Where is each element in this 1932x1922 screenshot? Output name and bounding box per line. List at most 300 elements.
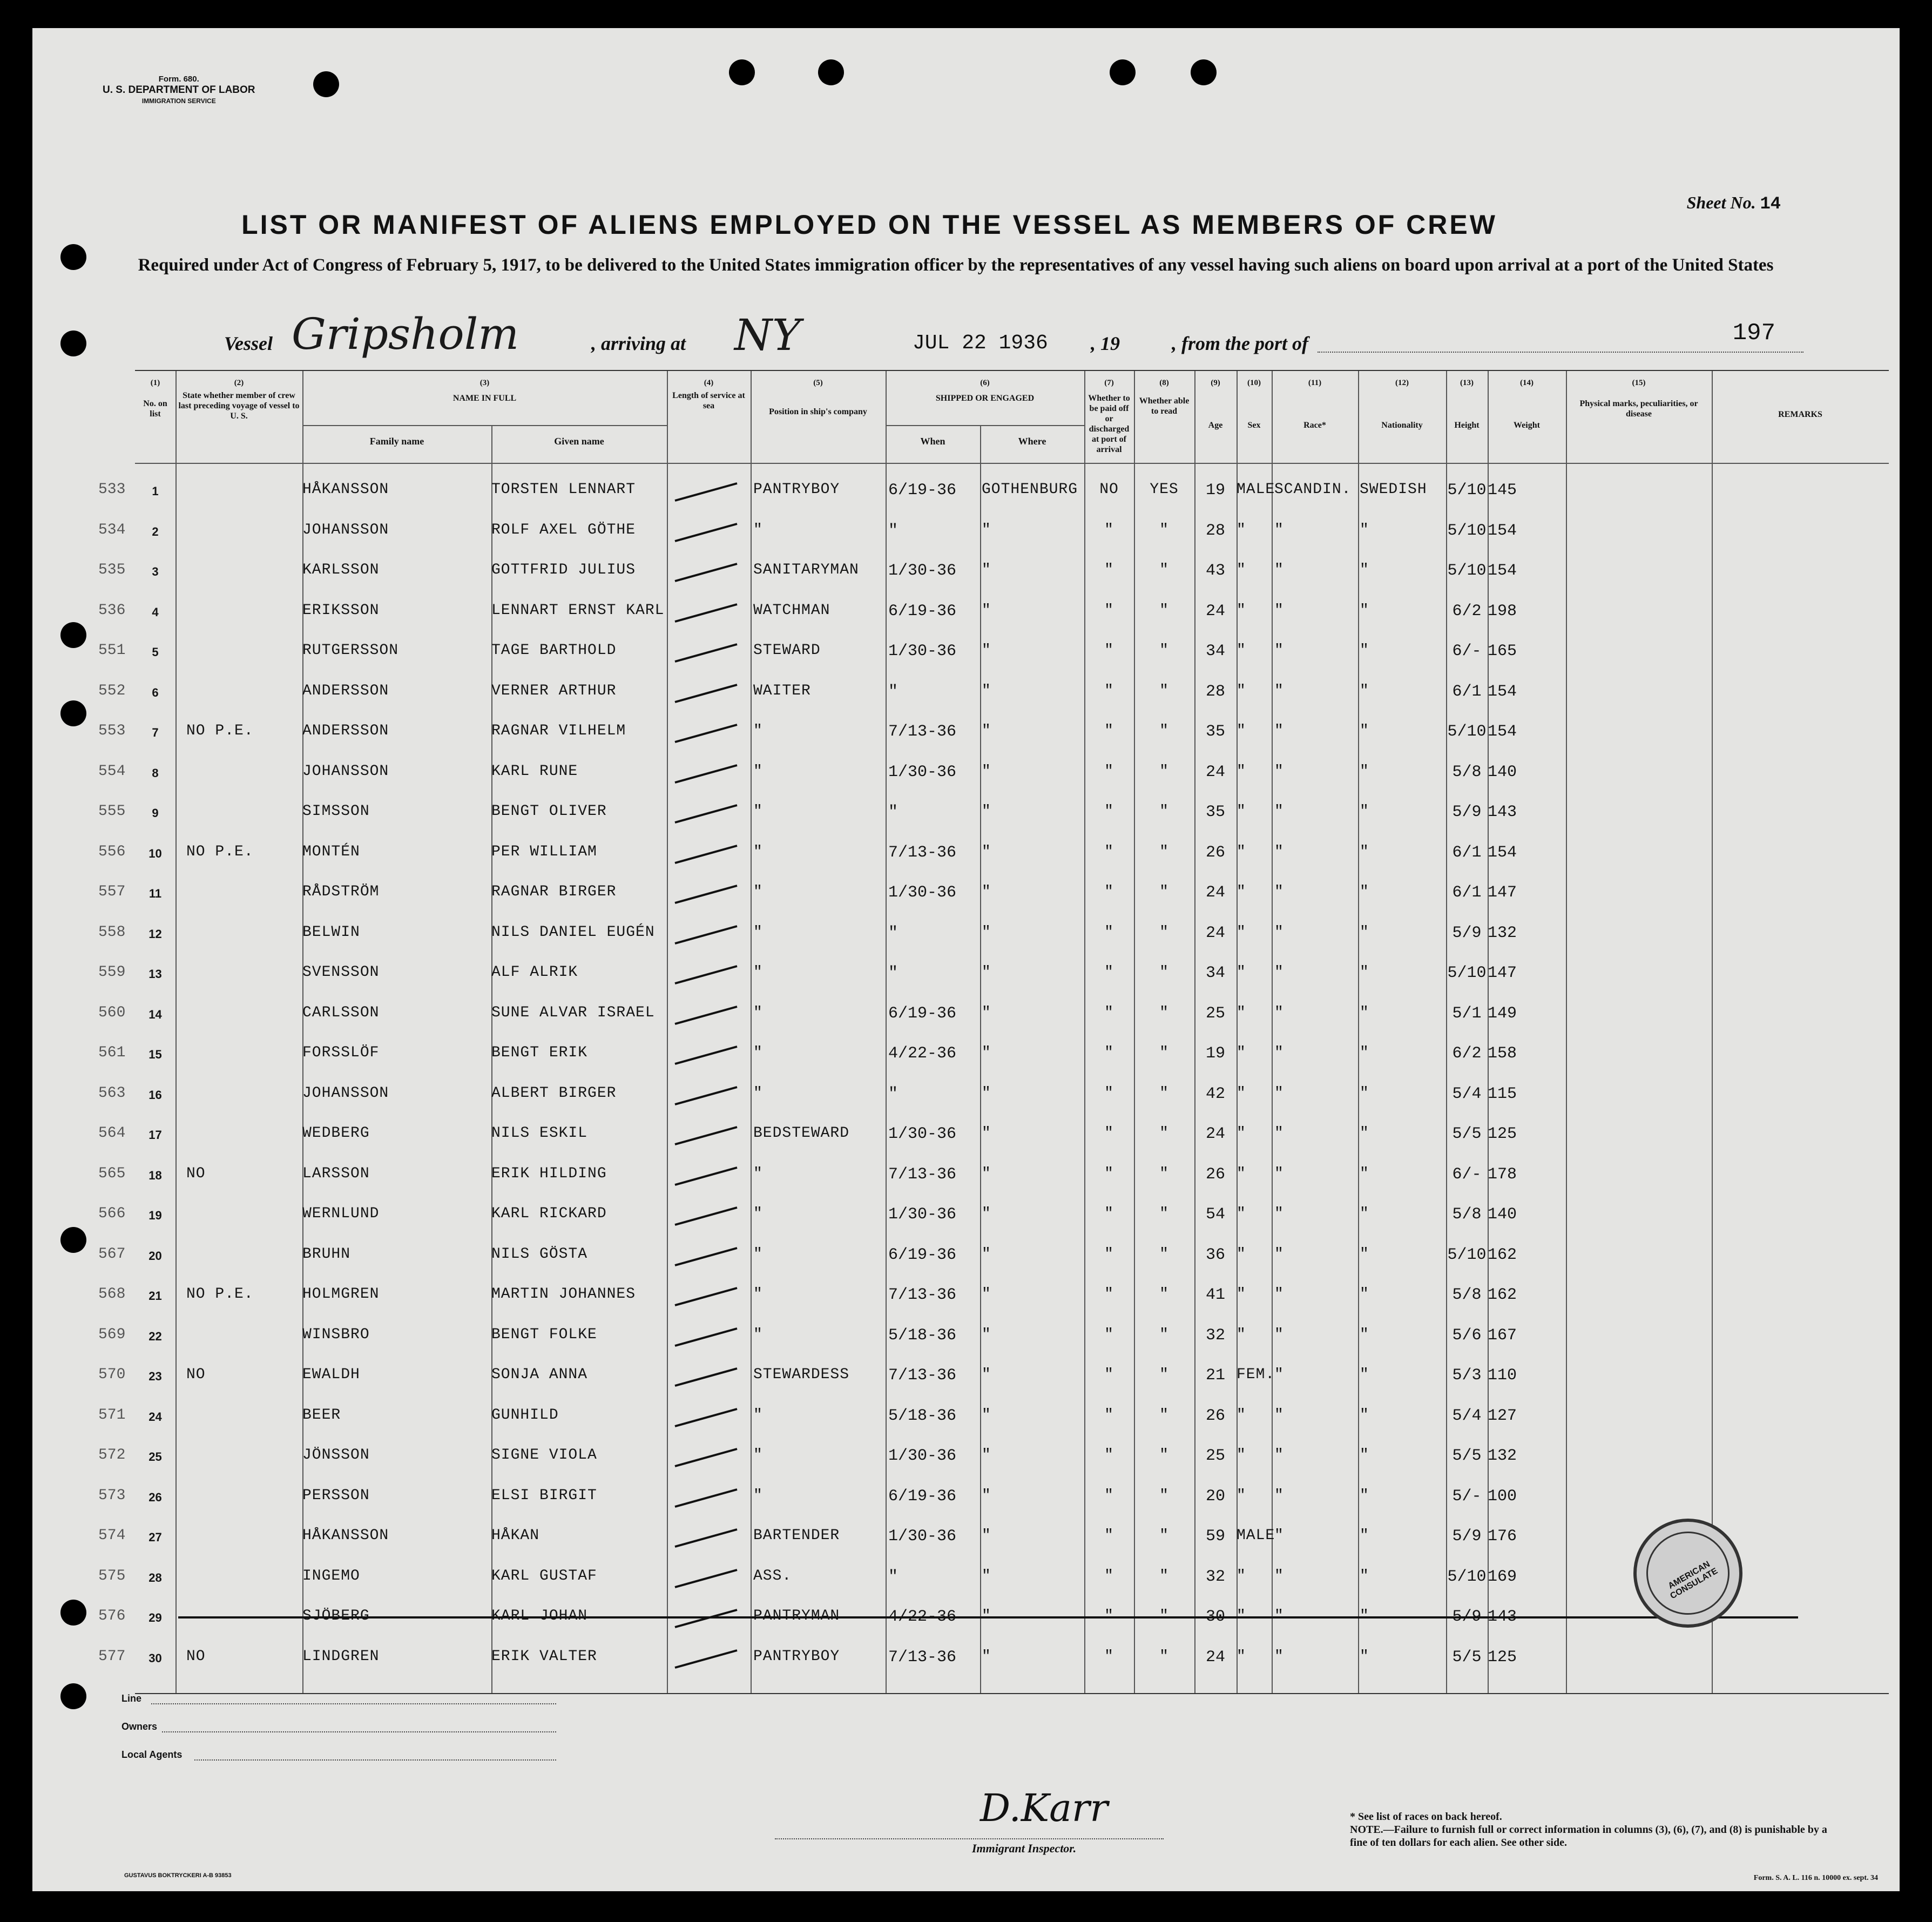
family-name: BRUHN xyxy=(302,1245,351,1263)
position: WAITER xyxy=(753,682,811,699)
age: 34 xyxy=(1205,642,1225,660)
check-mark-icon xyxy=(672,1203,742,1230)
column-number: (6) xyxy=(980,379,990,387)
margin-line-number: 570 xyxy=(98,1366,126,1383)
age: 30 xyxy=(1205,1608,1225,1626)
height: 6/1 xyxy=(1452,843,1482,862)
table-row xyxy=(135,635,1889,675)
shipped-when: " xyxy=(888,1567,899,1586)
age: 20 xyxy=(1205,1487,1225,1506)
weight: 176 xyxy=(1488,1527,1517,1546)
punch-hole xyxy=(60,622,86,648)
table-row xyxy=(135,756,1889,795)
check-mark-icon xyxy=(672,1123,742,1150)
race: " xyxy=(1274,1326,1284,1343)
shipped-where: " xyxy=(982,1648,991,1665)
sex: " xyxy=(1237,763,1246,780)
weight: 154 xyxy=(1488,843,1517,862)
paid-off: " xyxy=(1104,1487,1114,1504)
family-name: RUTGERSSON xyxy=(302,642,399,659)
shipped-when: 6/19-36 xyxy=(888,1487,957,1506)
nationality: " xyxy=(1360,521,1369,538)
able-to-read: " xyxy=(1159,1125,1169,1142)
race: " xyxy=(1274,1406,1284,1424)
margin-line-number: 555 xyxy=(98,803,126,820)
paid-off: " xyxy=(1104,1084,1114,1102)
check-mark-icon xyxy=(672,1244,742,1271)
position: BEDSTEWARD xyxy=(753,1125,850,1142)
paid-off: " xyxy=(1104,1406,1114,1424)
table-row xyxy=(135,997,1889,1037)
vessel-line xyxy=(32,309,1900,360)
given-name: TORSTEN LENNART xyxy=(491,481,636,498)
nationality: SWEDISH xyxy=(1360,481,1427,498)
paid-off: " xyxy=(1104,682,1114,699)
position: " xyxy=(753,521,763,538)
check-mark-icon xyxy=(672,1646,742,1673)
race: " xyxy=(1274,562,1284,578)
nationality: " xyxy=(1360,1125,1369,1142)
family-name: WINSBRO xyxy=(302,1326,370,1343)
height: 5/3 xyxy=(1452,1366,1482,1385)
column-number: (1) xyxy=(150,379,160,387)
punch-hole xyxy=(729,59,755,85)
table-row xyxy=(135,1158,1889,1198)
nationality: " xyxy=(1360,1205,1369,1222)
height: 5/6 xyxy=(1452,1326,1482,1345)
nationality: " xyxy=(1360,1487,1369,1504)
col-marks: Physical marks, peculiarities, or disease xyxy=(1579,399,1698,419)
margin-line-number: 553 xyxy=(98,723,126,739)
weight: 143 xyxy=(1488,803,1517,821)
height: 6/- xyxy=(1452,1165,1482,1184)
race: " xyxy=(1274,763,1284,780)
paid-off: " xyxy=(1104,1567,1114,1584)
given-name: ALBERT BIRGER xyxy=(491,1084,617,1102)
shipped-when: 1/30-36 xyxy=(888,1527,957,1546)
able-to-read: YES xyxy=(1150,481,1179,498)
sex: " xyxy=(1237,1125,1246,1142)
shipped-when: 5/18-36 xyxy=(888,1406,957,1425)
able-to-read: " xyxy=(1159,1004,1169,1021)
shipped-where: " xyxy=(982,843,991,860)
sex: " xyxy=(1237,1165,1246,1182)
column-number: (13) xyxy=(1460,379,1474,387)
race: " xyxy=(1274,964,1284,981)
nationality: " xyxy=(1360,723,1369,739)
local-agents-label: Local Agents xyxy=(121,1749,183,1760)
given-name: NILS DANIEL EUGÉN xyxy=(491,923,655,941)
position: " xyxy=(753,884,763,900)
check-mark-icon xyxy=(672,761,742,788)
column-number: (2) xyxy=(234,379,244,387)
able-to-read: " xyxy=(1159,1286,1169,1303)
able-to-read: " xyxy=(1159,1447,1169,1464)
shipped-where: " xyxy=(982,1084,991,1102)
sex: " xyxy=(1237,923,1246,941)
shipped-when: 4/22-36 xyxy=(888,1044,957,1063)
family-name-header: Family name xyxy=(369,436,424,447)
shipped-when: " xyxy=(888,964,899,982)
position: " xyxy=(753,1004,763,1021)
sex: " xyxy=(1237,521,1246,538)
check-mark-icon xyxy=(672,1405,742,1432)
given-name: ERIK HILDING xyxy=(491,1165,607,1182)
position: " xyxy=(753,723,763,739)
age: 21 xyxy=(1205,1366,1225,1385)
shipped-where: " xyxy=(982,723,991,739)
col-sex: Sex xyxy=(1247,421,1261,430)
check-mark-icon xyxy=(672,1002,742,1029)
paid-off: " xyxy=(1104,1004,1114,1021)
margin-line-number: 574 xyxy=(98,1527,126,1544)
column-number: (9) xyxy=(1211,379,1220,387)
given-name: KARL RICKARD xyxy=(491,1205,607,1222)
family-name: JOHANSSON xyxy=(302,1084,389,1102)
sex: MALE xyxy=(1237,481,1275,498)
shipped-when: 6/19-36 xyxy=(888,602,957,621)
column-number: (15) xyxy=(1632,379,1646,387)
height: 5/4 xyxy=(1452,1084,1482,1103)
height: 5/8 xyxy=(1452,763,1482,781)
nationality: " xyxy=(1360,1648,1369,1665)
shipped-when: " xyxy=(888,682,899,701)
check-mark-icon xyxy=(672,841,742,868)
able-to-read: " xyxy=(1159,964,1169,981)
sheet-value: 14 xyxy=(1760,194,1781,214)
able-to-read: " xyxy=(1159,923,1169,941)
sex: " xyxy=(1237,803,1246,820)
race: " xyxy=(1274,602,1284,619)
nationality: " xyxy=(1360,682,1369,699)
crew-status: NO P.E. xyxy=(186,843,254,860)
row-number: 22 xyxy=(148,1329,162,1343)
row-number: 11 xyxy=(148,887,162,900)
row-number: 2 xyxy=(152,524,159,538)
height: 5/1 xyxy=(1452,1004,1482,1023)
strikethrough-line xyxy=(178,1616,1798,1618)
given-name: ROLF AXEL GÖTHE xyxy=(491,521,636,538)
weight: 127 xyxy=(1488,1406,1517,1425)
weight: 154 xyxy=(1488,682,1517,701)
family-name: JOHANSSON xyxy=(302,763,389,780)
table-row xyxy=(135,474,1889,514)
shipped-when: " xyxy=(888,923,899,942)
race: " xyxy=(1274,1004,1284,1021)
able-to-read: " xyxy=(1159,1487,1169,1504)
height: 5/5 xyxy=(1452,1447,1482,1465)
nationality: " xyxy=(1360,642,1369,659)
col-name: NAME IN FULL xyxy=(452,394,517,403)
row-number: 12 xyxy=(148,927,162,941)
given-name: SIGNE VIOLA xyxy=(491,1447,597,1464)
age: 35 xyxy=(1205,803,1225,821)
paid-off: " xyxy=(1104,1648,1114,1665)
age: 59 xyxy=(1205,1527,1225,1546)
row-number: 24 xyxy=(148,1410,162,1424)
check-mark-icon xyxy=(672,680,742,707)
nationality: " xyxy=(1360,1286,1369,1303)
table-row xyxy=(135,1600,1889,1640)
nationality: " xyxy=(1360,1326,1369,1343)
crew-status: NO xyxy=(186,1165,206,1182)
position: " xyxy=(753,1084,763,1102)
margin-line-number: 571 xyxy=(98,1406,126,1424)
shipped-where: " xyxy=(982,1487,991,1504)
margin-line-number: 534 xyxy=(98,521,126,538)
penalty-note: NOTE.—Failure to furnish full or correct information in columns (3), (6), (7), and (8) is punishable by a fine of ten dollars for each alien. See other side. xyxy=(1350,1824,1827,1849)
race: " xyxy=(1274,1245,1284,1263)
paid-off: " xyxy=(1104,562,1114,578)
form-sal-number: Form. S. A. L. 116 n. 10000 ex. sept. 34 xyxy=(1753,1874,1878,1882)
margin-line-number: 552 xyxy=(98,682,126,699)
col-length: Length of service at sea xyxy=(672,391,745,410)
row-number: 4 xyxy=(152,605,159,619)
able-to-read: " xyxy=(1159,1084,1169,1102)
check-mark-icon xyxy=(672,600,742,627)
height: 5/5 xyxy=(1452,1648,1482,1667)
position: ASS. xyxy=(753,1567,792,1584)
form-header xyxy=(103,74,255,106)
row-number: 26 xyxy=(148,1490,162,1504)
race: " xyxy=(1274,1286,1284,1303)
weight: 115 xyxy=(1488,1084,1517,1103)
age: 32 xyxy=(1205,1326,1225,1345)
check-mark-icon xyxy=(672,720,742,747)
requirement-text: Required under Act of Congress of February 5, 1917, to be delivered to the United States immigration officer by the representatives of any vessel having such aliens on board upon arrival at a port of the United States xyxy=(138,255,1774,275)
family-name: INGEMO xyxy=(302,1567,360,1584)
shipped-when: 5/18-36 xyxy=(888,1326,957,1345)
table-row xyxy=(135,1399,1889,1439)
row-number: 8 xyxy=(152,766,159,780)
age: 54 xyxy=(1205,1205,1225,1224)
age: 28 xyxy=(1205,521,1225,540)
age: 24 xyxy=(1205,884,1225,902)
able-to-read: " xyxy=(1159,562,1169,578)
weight: 198 xyxy=(1488,602,1517,621)
table-row xyxy=(135,1077,1889,1117)
column-number: (14) xyxy=(1520,379,1534,387)
weight: 140 xyxy=(1488,763,1517,781)
shipped-when: 7/13-36 xyxy=(888,1648,957,1667)
sex: " xyxy=(1237,1406,1246,1424)
sheet-number xyxy=(1687,193,1781,214)
able-to-read: " xyxy=(1159,803,1169,820)
position: " xyxy=(753,1286,763,1303)
paid-off: NO xyxy=(1099,481,1119,498)
margin-line-number: 560 xyxy=(98,1004,126,1021)
shipped-when: 1/30-36 xyxy=(888,1125,957,1143)
shipped-where: " xyxy=(982,1527,991,1544)
shipped-where: " xyxy=(982,884,991,900)
weight: 162 xyxy=(1488,1245,1517,1264)
height: 5/10 xyxy=(1447,723,1487,741)
sex: " xyxy=(1237,843,1246,860)
seal-text: AMERICAN CONSULATE xyxy=(1631,1516,1745,1630)
shipped-when: 1/30-36 xyxy=(888,642,957,660)
table-row xyxy=(135,876,1889,916)
check-mark-icon xyxy=(672,520,742,547)
shipped-where: " xyxy=(982,923,991,941)
margin-line-number: 564 xyxy=(98,1125,126,1142)
family-name: JOHANSSON xyxy=(302,521,389,538)
from-port-label: , from the port of xyxy=(1172,333,1309,354)
age: 43 xyxy=(1205,562,1225,580)
when-header: When xyxy=(920,436,945,447)
race: " xyxy=(1274,1044,1284,1061)
position: " xyxy=(753,1044,763,1061)
given-name: GOTTFRID JULIUS xyxy=(491,562,636,578)
margin-line-number: 557 xyxy=(98,884,126,900)
age: 34 xyxy=(1205,964,1225,982)
age: 24 xyxy=(1205,1648,1225,1667)
row-number: 19 xyxy=(148,1209,162,1222)
shipped-where: " xyxy=(982,1205,991,1222)
paid-off: " xyxy=(1104,923,1114,941)
sex: " xyxy=(1237,723,1246,739)
age: 24 xyxy=(1205,763,1225,781)
margin-line-number: 551 xyxy=(98,642,126,659)
able-to-read: " xyxy=(1159,642,1169,659)
given-name: ALF ALRIK xyxy=(491,964,578,981)
col-height: Height xyxy=(1454,421,1480,430)
family-name: BEER xyxy=(302,1406,341,1424)
age: 24 xyxy=(1205,923,1225,942)
column-number: (12) xyxy=(1395,379,1409,387)
column-number: (5) xyxy=(813,379,823,387)
race: " xyxy=(1274,1567,1284,1584)
able-to-read: " xyxy=(1159,1326,1169,1343)
races-note: * See list of races on back hereof. xyxy=(1350,1811,1502,1823)
shipped-where: " xyxy=(982,1406,991,1424)
able-to-read: " xyxy=(1159,1608,1169,1624)
family-name: WERNLUND xyxy=(302,1205,380,1222)
row-number: 9 xyxy=(152,806,159,820)
row-number: 18 xyxy=(148,1168,162,1182)
able-to-read: " xyxy=(1159,884,1169,900)
shipped-when: 7/13-36 xyxy=(888,723,957,741)
check-mark-icon xyxy=(672,1364,742,1391)
sex: " xyxy=(1237,1286,1246,1303)
paid-off: " xyxy=(1104,521,1114,538)
paid-off: " xyxy=(1104,602,1114,619)
nationality: " xyxy=(1360,1044,1369,1061)
given-name: NILS ESKIL xyxy=(491,1125,588,1142)
row-number: 17 xyxy=(148,1128,162,1142)
sex: " xyxy=(1237,1205,1246,1222)
punch-hole xyxy=(60,1683,86,1709)
table-row xyxy=(135,1480,1889,1520)
year-label: , 19 xyxy=(1091,333,1120,354)
family-name: EWALDH xyxy=(302,1366,360,1383)
row-number: 7 xyxy=(152,726,159,739)
col-weight: Weight xyxy=(1514,421,1540,430)
table-row xyxy=(135,1117,1889,1157)
row-number: 16 xyxy=(148,1088,162,1102)
given-name: NILS GÖSTA xyxy=(491,1245,588,1263)
column-number: (10) xyxy=(1247,379,1261,387)
age: 25 xyxy=(1205,1004,1225,1023)
inspector-label: Immigrant Inspector. xyxy=(972,1842,1077,1855)
position: " xyxy=(753,1447,763,1464)
table-row xyxy=(135,1278,1889,1318)
weight: 162 xyxy=(1488,1286,1517,1304)
paid-off: " xyxy=(1104,1527,1114,1544)
given-name: KARL RUNE xyxy=(491,763,578,780)
shipped-where: " xyxy=(982,1044,991,1061)
family-name: FORSSLÖF xyxy=(302,1044,380,1061)
paid-off: " xyxy=(1104,1608,1114,1624)
weight: 165 xyxy=(1488,642,1517,660)
row-number: 10 xyxy=(148,846,162,860)
race: " xyxy=(1274,1084,1284,1102)
position: STEWARDESS xyxy=(753,1366,850,1383)
sex: " xyxy=(1237,1004,1246,1021)
column-number: (8) xyxy=(1159,379,1169,387)
shipped-where: " xyxy=(982,1447,991,1464)
date-stamp: JUL 22 1936 xyxy=(913,332,1048,355)
punch-hole xyxy=(818,59,844,85)
shipped-where: " xyxy=(982,1245,991,1263)
nationality: " xyxy=(1360,1245,1369,1263)
crew-table xyxy=(135,370,1889,1694)
manifest-page xyxy=(32,28,1900,1891)
row-number: 29 xyxy=(148,1611,162,1624)
weight: 100 xyxy=(1488,1487,1517,1506)
sex: " xyxy=(1237,642,1246,659)
paid-off: " xyxy=(1104,803,1114,820)
height: 5/10 xyxy=(1447,1245,1487,1264)
position: SANITARYMAN xyxy=(753,562,859,578)
punch-hole xyxy=(313,71,339,97)
col-read: Whether able to read xyxy=(1139,396,1190,416)
column-number: (11) xyxy=(1308,379,1322,387)
check-mark-icon xyxy=(672,1525,742,1552)
shipped-where: " xyxy=(982,763,991,780)
height: 5/8 xyxy=(1452,1286,1482,1304)
punch-hole xyxy=(60,1227,86,1253)
consulate-seal xyxy=(1633,1519,1742,1628)
given-name: BENGT OLIVER xyxy=(491,803,607,820)
table-row xyxy=(135,916,1889,956)
sheet-label: Sheet No. xyxy=(1686,193,1756,212)
col-no: No. on list xyxy=(143,399,167,419)
given-name: ERIK VALTER xyxy=(491,1648,597,1665)
owners-label: Owners xyxy=(121,1721,158,1732)
margin-line-number: 572 xyxy=(98,1447,126,1464)
given-name: BENGT ERIK xyxy=(491,1044,588,1061)
race: " xyxy=(1274,1366,1284,1383)
family-name: HOLMGREN xyxy=(302,1286,380,1303)
family-name: HÅKANSSON xyxy=(302,1527,389,1544)
table-row xyxy=(135,715,1889,755)
family-name: SIMSSON xyxy=(302,803,370,820)
able-to-read: " xyxy=(1159,1567,1169,1584)
race: SCANDIN. xyxy=(1274,481,1352,498)
check-mark-icon xyxy=(672,1485,742,1512)
position: PANTRYMAN xyxy=(753,1608,840,1624)
given-name: GUNHILD xyxy=(491,1406,559,1424)
able-to-read: " xyxy=(1159,1648,1169,1665)
margin-line-number: 573 xyxy=(98,1487,126,1504)
row-number: 3 xyxy=(152,565,159,578)
able-to-read: " xyxy=(1159,723,1169,739)
table-row xyxy=(135,1238,1889,1278)
shipped-where: GOTHENBURG xyxy=(982,481,1078,498)
check-mark-icon xyxy=(672,1324,742,1351)
table-row xyxy=(135,595,1889,635)
family-name: MONTÉN xyxy=(302,843,360,860)
